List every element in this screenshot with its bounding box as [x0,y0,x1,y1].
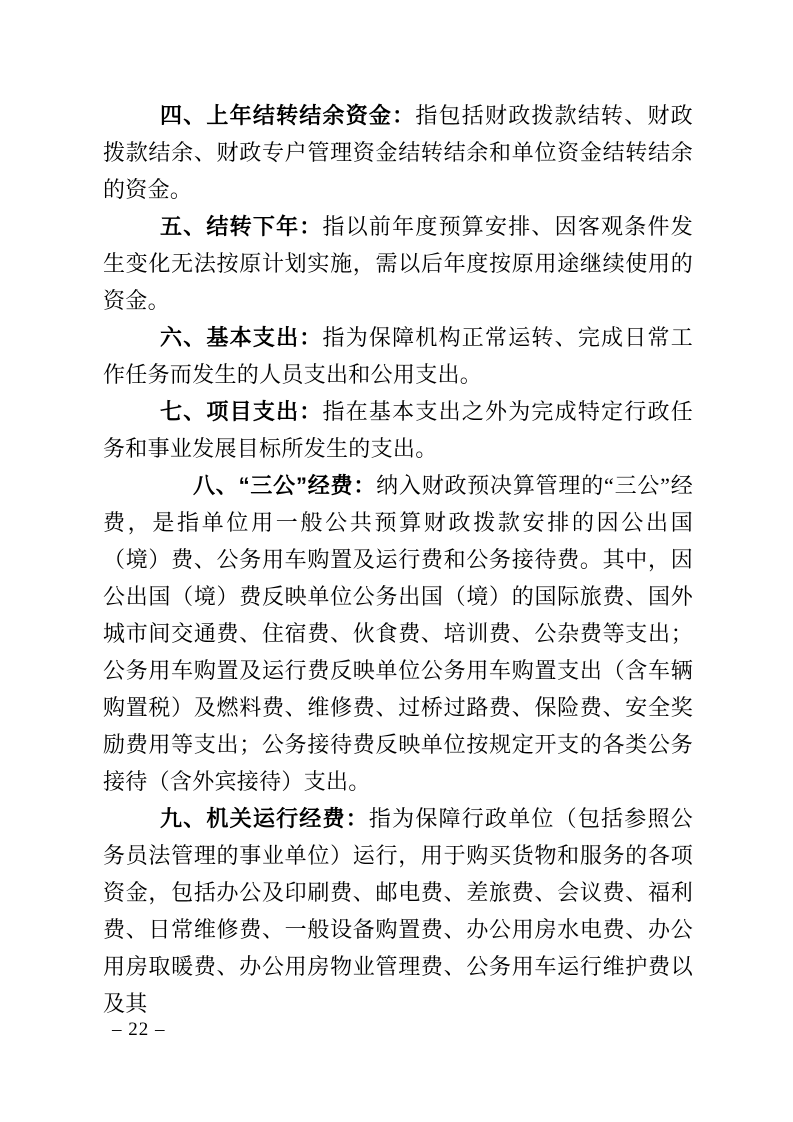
paragraph-lead: 五、结转下年： [160,214,323,239]
paragraph-text: 指为保障机构正常运转、完成日常工作任务而发生的人员支出和公用支出。 [103,325,693,387]
paragraph-9-agency-operating-funds [103,800,693,1022]
paragraph-text: 指包括财政拨款结转、财政拨款结余、财政专户管理资金结转结余和单位资金结转结余的资金。 [103,103,693,202]
paragraph-lead: 七、项目支出： [160,399,323,424]
paragraph-lead: 四、上年结转结余资金： [160,103,416,128]
paragraph-text: 纳入财政预决算管理的“三公”经费，是指单位用一般公共预算财政拨款安排的因公出国（境）费、公务用车购置及运行费和公务接待费。其中，因公出国（境）费反映单位公务出国（境）的国际旅费、国外城市间交通费、住宿费、伙食费、培训费、公杂费等支出；公务用车购置及运行费反映单位公务用车购置支出（含车辆购置税）及燃料费、维修费、过桥过路费、保险费、安全奖励费用等支出；公务接待费反映单位按规定开支的各类公务接待（含外宾接待）支出。 [103,473,693,794]
paragraph-lead: 九、机关运行经费： [160,806,369,831]
paragraph-text: 指在基本支出之外为完成特定行政任务和事业发展目标所发生的支出。 [103,399,693,461]
page-number: – 22 – [112,1019,166,1040]
paragraph-text: 指为保障行政单位（包括参照公务员法管理的事业单位）运行，用于购买货物和服务的各项资金，包括办公及印刷费、邮电费、差旅费、会议费、福利费、日常维修费、一般设备购置费、办公用房水电费、办公用房取暖费、办公用房物业管理费、公务用车运行维护费以及其 [103,806,693,1016]
paragraph-6-basic-expenditure [103,319,693,393]
paragraph-7-project-expenditure [103,393,693,467]
paragraph-5-carry-to-next-year [103,208,693,319]
paragraph-lead: 八、“三公”经费： [193,473,377,498]
document-body [103,97,693,1022]
paragraph-8-three-public-funds [103,467,693,800]
paragraph-lead: 六、基本支出： [160,325,323,350]
paragraph-text: 指以前年度预算安排、因客观条件发生变化无法按原计划实施，需以后年度按原用途继续使用的资金。 [103,214,693,313]
paragraph-4-carryover-funds [103,97,693,208]
